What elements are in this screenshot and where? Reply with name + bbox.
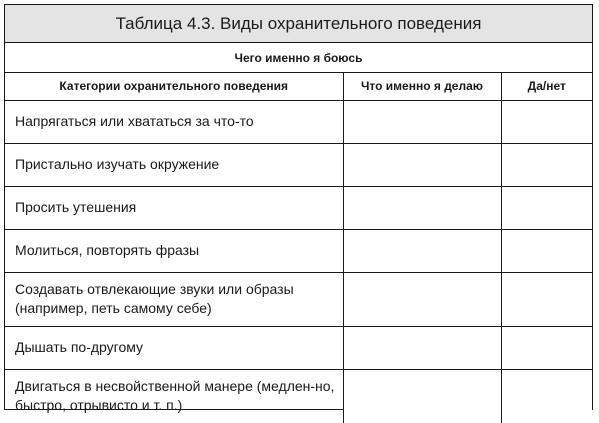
what-i-do-cell[interactable] [343, 369, 501, 423]
table-row [5, 143, 592, 186]
safety-behavior-table [4, 4, 593, 414]
what-i-do-cell[interactable] [343, 229, 501, 272]
what-i-do-cell[interactable] [343, 272, 501, 326]
yes-no-cell[interactable] [501, 272, 592, 326]
category-cell: Напрягаться или хвататься за что-то [5, 100, 343, 143]
table-row [5, 100, 592, 143]
what-i-do-cell[interactable] [343, 326, 501, 369]
table-row [5, 229, 592, 272]
yes-no-cell[interactable] [501, 143, 592, 186]
what-i-do-cell[interactable] [343, 100, 501, 143]
column-header-row [5, 73, 592, 100]
category-cell: Дышать по-другому [5, 326, 343, 369]
what-i-do-cell[interactable] [343, 143, 501, 186]
behavior-grid [5, 73, 592, 423]
category-cell: Двигаться в несвойственной манере (медлен-но, быстро, отрывисто и т. п.) [5, 369, 343, 423]
what-i-do-cell[interactable] [343, 186, 501, 229]
table-title: Таблица 4.3. Виды охранительного поведения [5, 5, 592, 43]
table-row [5, 369, 592, 423]
column-header-category: Категории охранительного поведения [5, 73, 343, 100]
fear-subheader: Чего именно я боюсь [5, 43, 592, 73]
table-row [5, 186, 592, 229]
column-header-what-i-do: Что именно я делаю [343, 73, 501, 100]
yes-no-cell[interactable] [501, 186, 592, 229]
table-row [5, 326, 592, 369]
yes-no-cell[interactable] [501, 326, 592, 369]
table-row [5, 272, 592, 326]
yes-no-cell[interactable] [501, 369, 592, 423]
column-header-yes-no: Да/нет [501, 73, 592, 100]
yes-no-cell[interactable] [501, 229, 592, 272]
category-cell: Просить утешения [5, 186, 343, 229]
category-cell: Молиться, повторять фразы [5, 229, 343, 272]
category-cell: Пристально изучать окружение [5, 143, 343, 186]
yes-no-cell[interactable] [501, 100, 592, 143]
category-cell: Создавать отвлекающие звуки или образы (например, петь самому себе) [5, 272, 343, 326]
